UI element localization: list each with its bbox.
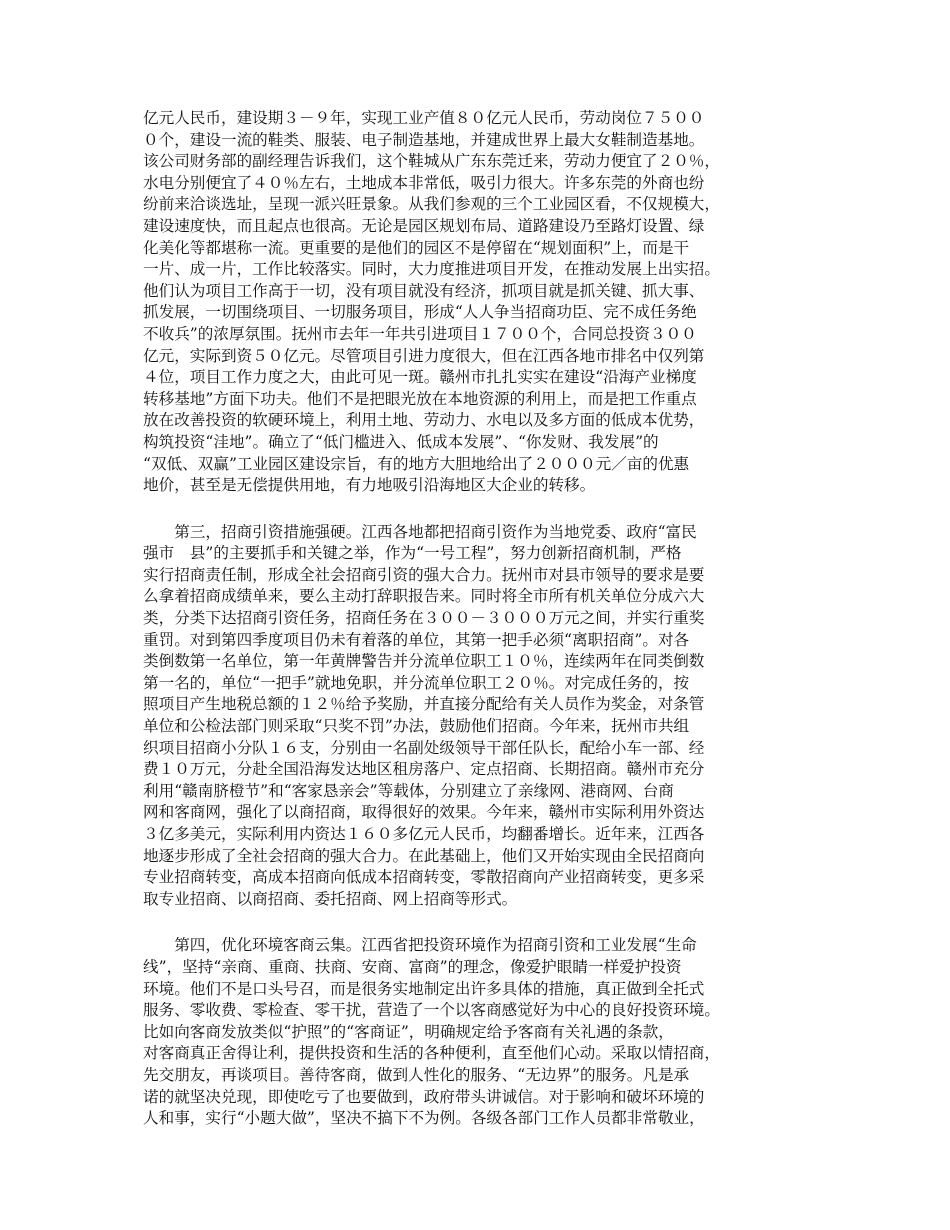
text-line: 取专业招商、以商招商、委托招商、网上招商等形式。	[143, 889, 518, 908]
text-line: 网和客商网，强化了以商招商，取得很好的效果。今年来，赣州市实际利用外资达	[143, 803, 705, 822]
text-line: 该公司财务部的副经理告诉我们，这个鞋城从广东东莞迁来，劳动力便宜了２０％，	[143, 152, 720, 171]
text-line: 第三，招商引资措施强硬。江西各地都把招商引资作为当地党委、政府“富民	[143, 522, 697, 541]
text-line: 放在改善投资的软硬环境上，利用土地、劳动力、水电以及多方面的低成本优势，	[143, 411, 705, 430]
text-line: 织项目招商小分队１６支，分别由一名副处级领导干部任队长，配给小车一部、经	[143, 738, 705, 757]
text-line: 先交朋友，再谈项目。善待客商，做到人性化的服务、“无边界”的服务。凡是承	[143, 1065, 690, 1084]
text-line: 地逐步形成了全社会招商的强大合力。在此基础上，他们又开始实现由全民招商向	[143, 846, 705, 865]
text-line: 第四，优化环境客商云集。江西省把投资环境作为招商引资和工业发展“生命	[143, 936, 697, 955]
text-line: 类，分类下达招商引资任务，招商任务在３００－３０００万元之间，并实行重奖	[143, 609, 705, 628]
text-line: 水电分别便宜了４０％左右，土地成本非常低，吸引力很大。许多东莞的外商也纷	[143, 173, 705, 192]
text-line: 服务、零收费、零检查、零干扰，营造了一个以客商感觉好为中心的良好投资环境。	[143, 1001, 720, 1020]
text-line: 类倒数第一名单位，第一年黄牌警告并分流单位职工１０％，连续两年在同类倒数	[143, 652, 705, 671]
text-line: 强市 县”的主要抓手和关键之举，作为“一号工程”，努力创新招商机制，严格	[143, 544, 682, 563]
text-line: 抓发展，一切围绕项目、一切服务项目，形成“人人争当招商功臣、完不成任务绝	[143, 303, 697, 322]
text-line: 第一名的，单位“一把手”就地免职，并分流单位职工２０％。对完成任务的，按	[143, 673, 690, 692]
text-line: 线”，坚持“亲商、重商、扶商、安商、富商”的理念，像爱护眼睛一样爱护投资	[143, 957, 682, 976]
text-line: 单位和公检法部门则采取“只奖不罚”办法，鼓励他们招商。今年来，抚州市共组	[143, 717, 690, 736]
text-line: 照项目产生地税总额的１２％给予奖励，并直接分配给有关人员作为奖金，对条管	[143, 695, 705, 714]
document-body	[143, 108, 823, 1130]
text-line: “双低、双赢”工业园区建设宗旨，有的地方大胆地给出了２０００元／亩的优惠	[143, 454, 690, 473]
text-line: 地价，甚至是无偿提供用地，有力地吸引沿海地区大企业的转移。	[143, 476, 596, 495]
text-line: 环境。他们不是口头号召，而是很务实地制定出许多具体的措施，真正做到全托式	[143, 979, 705, 998]
text-line: 利用“赣南脐橙节”和“客家恳亲会”等载体，分别建立了亲缘网、港商网、台商	[143, 781, 674, 800]
text-line: 费１０万元，分赴全国沿海发达地区租房落户、定点招商、长期招商。赣州市充分	[143, 760, 705, 779]
text-line: 他们认为项目工作高于一切，没有项目就没有经济，抓项目就是抓关键、抓大事、	[143, 281, 705, 300]
text-line: 化美化等都堪称一流。更重要的是他们的园区不是停留在“规划面积”上，而是干	[143, 238, 690, 257]
text-line: 对客商真正舍得让利，提供投资和生活的各种便利，直至他们心动。采取以情招商，	[143, 1044, 720, 1063]
text-line: 亿元，实际到资５０亿元。尽管项目引进力度很大，但在江西各地市排名中仅列第	[143, 346, 705, 365]
text-line: 构筑投资“洼地”。确立了“低门槛进入、低成本发展”、“你发财、我发展”的	[143, 432, 659, 451]
text-line: 纷前来洽谈选址，呈现一派兴旺景象。从我们参观的三个工业园区看，不仅规模大，	[143, 195, 720, 214]
text-line: ３亿多美元，实际利用内资达１６０多亿元人民币，均翻番增长。近年来，江西各	[143, 825, 705, 843]
paragraph	[143, 935, 823, 1129]
text-line: 亿元人民币，建设期３－９年，实现工业产值８０亿元人民币，劳动岗位７５００	[143, 109, 705, 127]
text-line: 不收兵”的浓厚氛围。抚州市去年一年共引进项目１７００个，合同总投资３００	[143, 324, 697, 343]
paragraph-gap	[143, 497, 823, 522]
text-line: ４位，项目工作力度之大，由此可见一斑。赣州市扎扎实实在建设“沿海产业梯度	[143, 368, 697, 387]
text-line: 比如向客商发放类似“护照”的“客商证”，明确规定给予客商有关礼遇的条款，	[143, 1022, 674, 1041]
text-line: 专业招商转变，高成本招商向低成本招商转变，零散招商向产业招商转变，更多采	[143, 868, 705, 887]
text-line: 转移基地”方面下功夫。他们不是把眼光放在本地资源的利用上，而是把工作重点	[143, 389, 697, 408]
text-line: 么拿着招商成绩单来，要么主动打辞职报告来。同时将全市所有机关单位分成六大	[143, 587, 705, 606]
text-line: 一片、成一片，工作比较落实。同时，大力度推进项目开发，在推动发展上出实招。	[143, 260, 720, 279]
paragraph	[143, 108, 823, 497]
paragraph	[143, 522, 823, 911]
text-line: 诺的就坚决兑现，即使吃亏了也要做到，政府带头讲诚信。对于影响和破坏环境的	[143, 1087, 705, 1106]
paragraph-gap	[143, 910, 823, 935]
text-line: 建设速度快，而且起点也很高。无论是园区规划布局、道路建设乃至路灯设置、绿	[143, 216, 705, 235]
text-line: 实行招商责任制，形成全社会招商引资的强大合力。抚州市对县市领导的要求是要	[143, 565, 705, 584]
text-line: 重罚。对到第四季度项目仍未有着落的单位，其第一把手必须“离职招商”。对各	[143, 630, 690, 649]
text-line: ０个，建设一流的鞋类、服装、电子制造基地，并建成世界上最大女鞋制造基地。	[143, 130, 705, 149]
text-line: 人和事，实行“小题大做”，坚决不搞下不为例。各级各部门工作人员都非常敬业，	[143, 1109, 705, 1128]
